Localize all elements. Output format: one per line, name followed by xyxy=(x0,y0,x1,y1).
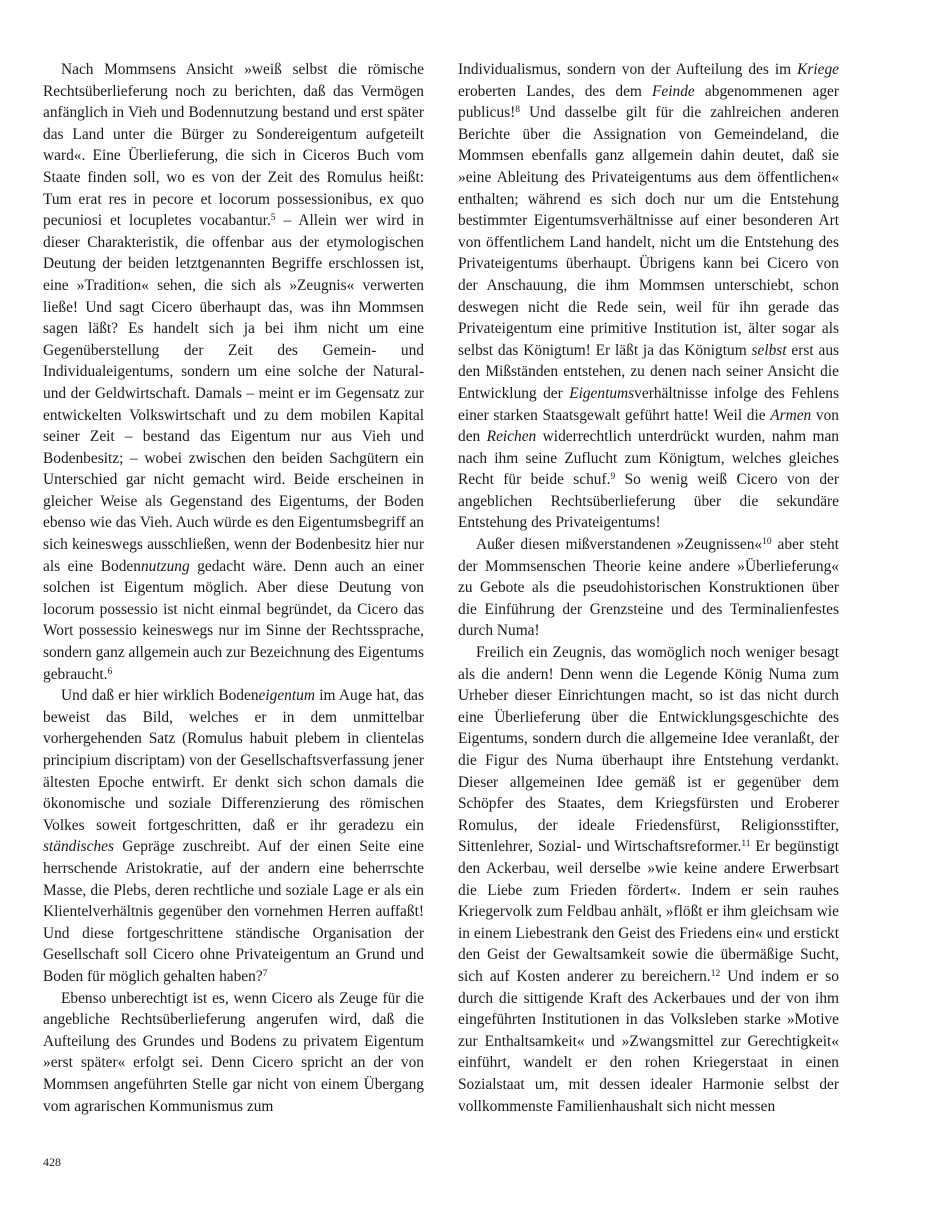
text-column-right xyxy=(458,59,839,1117)
italic-text: Feinde xyxy=(652,82,695,100)
text-run: Ebenso unberechtigt ist es, wenn Cicero als Zeuge für die angebliche Rechtsüberlieferung angerufen wird, daß die Aufteilung des Grundes und Bodens zu privatem Eigentum »erst später« erfolgt sei. Denn Cicero spricht an der von Mommsen angeführten Stelle gar nicht von einem Übergang vom agrarischen Kommunismus zum xyxy=(43,989,424,1115)
footnote-ref: 8 xyxy=(515,105,521,116)
text-run: Und daß er hier wirklich Boden xyxy=(61,687,259,705)
page-number: 428 xyxy=(43,1155,61,1169)
footnote-ref: 9 xyxy=(610,472,616,483)
text-run: aber steht der Mommsenschen Theorie keine andere »Überlieferung« zu Gebote als die pseudohistorischen Konstruktionen über die Einführung der Grenzsteine und des Terminalienfestes durch Numa! xyxy=(458,536,840,640)
text-run: Er begünstigt den Ackerbau, weil derselbe »wie keine andere Erwerbsart die Liebe zum Frieden fördert«. Indem er sein rauhes Kriegervolk zum Feldbau anhält, »flößt er ihm gleichsam wie in einem Liebestrank den Geist des Friedens ein« und erstickt den Geist der Gewaltsamkeit sowie die übermäßige Sucht, sich auf Kosten anderer zu bereichern. xyxy=(458,838,839,985)
text-run: gedacht wäre. Denn auch an einer solchen ist Eigentum möglich. Aber diese Deutung von locorum possessio ist nicht einmal begründet, da Cicero das Wort possessio keineswegs nur im Sinne der Rechtssprache, sondern ganz allgemein auch zur Bezeichnung des Eigentums gebraucht. xyxy=(43,557,425,683)
text-run: Freilich ein Zeugnis, das womöglich noch weniger besagt als die andern! Denn wenn die Legende König Numa zum Urheber dieser Einrichtungen macht, so ist das nicht durch eine Überlieferung über die Entwicklungsgeschichte des Eigentums, sondern durch die allgemeine Idee veranlaßt, der die Figur des Numa überhaupt ihre Entstehung verdankt. Dieser allgemeinen Idee gemäß ist er gegenüber dem Schöpfer des Staates, dem Kriegsfürsten und Eroberer Romulus, der ideale Friedensfürst, Religionsstifter, Sittenlehrer, Sozial- und Wirtschaftsreformer. xyxy=(458,644,839,856)
italic-text: Reichen xyxy=(486,428,537,446)
text-run: Nach Mommsens Ansicht »weiß selbst die römische Rechtsüberlieferung noch zu berichten, daß das Vermögen anfänglich in Vieh und Bodennutzung bestand und erst später das Land unter die Bürger zu Sondereigentum aufgeteilt ward«. Eine Überlieferung, die sich in Ciceros Buch vom Staate finden soll, wo es von der Zeit des Romulus heißt: Tum erat res in pecore et locorum possessionibus, ex quo pecuniosi et locupletes vocabantur. xyxy=(43,61,424,230)
paragraph xyxy=(43,59,424,685)
italic-text: nutzung xyxy=(140,557,190,575)
italic-text: eigentum xyxy=(258,687,315,705)
text-run: im Auge hat, das beweist das Bild, welches er in dem unmittelbar vorhergehenden Satz (Romulus habuit plebem in clientelas principium discriptam) von der Gesellschaftsverfassung jener ältesten Epoche entwirft. Er denkt sich schon damals die ökonomische und soziale Differenzierung des römischen Volkes soweit fortgeschritten, daß er ihr geradezu ein xyxy=(43,687,425,834)
italic-text: Eigentums xyxy=(569,384,635,402)
footnote-ref: 5 xyxy=(270,213,276,224)
paragraph xyxy=(458,642,839,1117)
text-run: erst aus den Mißständen entstehen, zu denen nach seiner Ansicht die Entwicklung der xyxy=(458,341,840,402)
footnote-ref: 10 xyxy=(762,537,772,548)
footnote-ref: 11 xyxy=(741,839,751,850)
paragraph xyxy=(43,685,424,987)
text-run: Individualismus, sondern von der Aufteilung des im xyxy=(458,61,798,78)
text-run: verhältnisse infolge des Fehlens einer starken Staatsgewalt geführt hatte! Weil die xyxy=(458,384,839,424)
text-run: So wenig weiß Cicero von der angeblichen Rechtsüberlieferung über die sekundäre Entstehung des Privateigentums! xyxy=(458,471,839,532)
text-run: von den xyxy=(458,406,839,446)
italic-text: selbst xyxy=(751,341,787,359)
paragraph xyxy=(458,59,839,534)
text-run: Außer diesen mißverstandenen »Zeugnissen« xyxy=(476,536,763,554)
text-run: widerrechtlich unterdrückt wurden, nahm man nach ihm seine Zuflucht zum Königtum, welches gleiches Recht für beide schuf. xyxy=(458,428,839,489)
footnote-ref: 6 xyxy=(107,666,113,677)
italic-text: ständisches xyxy=(43,838,114,856)
footnote-ref: 12 xyxy=(710,968,721,979)
footnote-ref: 7 xyxy=(262,968,268,979)
italic-text: Kriege xyxy=(797,61,839,78)
text-run: Und indem er so durch die sittigende Kraft des Ackerbaues und der von ihm eingeführten Institutionen in das Volksleben starke »Motive zur Enthaltsamkeit« und »Zwangsmittel zur Gerechtigkeit« einführt, wandelt er den rohen Kriegerstaat in einen Sozialstaat um, mit dessen idealer Harmonie selbst der vollkommenste Familienhaushalt sich nicht messen xyxy=(458,967,839,1115)
text-run: Und dasselbe gilt für die zahlreichen anderen Berichte über die Assignation von Gemeindeland, die Mommsen ebenfalls ganz allgemein dahin deutet, daß sie »eine Ableitung des Privateigentums aus dem öffentlichen« enthalten; während es sich doch nur um die Entstehung bestimmter Eigentumsverhältnisse auf einer besonderen Art von öffentlichem Land handelt, nicht um die Entstehung des Privateigentums überhaupt. Übrigens kann bei Cicero von der Anschauung, die ihm Mommsen unterschiebt, schon deswegen nicht die Rede sein, weil für ihn gerade das Privateigentum eine primitive Institution ist, älter sogar als selbst das Königtum! Er läßt ja das Königtum xyxy=(458,104,839,359)
text-column-left xyxy=(43,59,424,1117)
text-run: abgenommenen ager publicus! xyxy=(458,82,839,122)
paragraph xyxy=(43,988,424,1118)
text-run: eroberten Landes, des dem xyxy=(458,82,653,100)
text-run: – Allein wer wird in dieser Charakteristik, die offenbar aus der etymologischen Deutung der beiden letztgenannten Begriffe erschlossen ist, eine »Tradition« sehen, die sich als »Zeugnis« verwerten ließe! Und sagt Cicero überhaupt das, was ihn Mommsen sagen läßt? Es handelt sich ja bei ihm nicht um eine Gegenüberstellung der Zeit des Gemein- und Individualeigentums, sondern um eine solche der Natural- und der Geldwirtschaft. Damals – meint er im Gegensatz zur entwickelten Volkswirtschaft und zu dem mobilen Kapital seiner Zeit – bestand das Eigentum nur aus Vieh und Bodenbesitz; – wobei zwischen den beiden Sachgütern ein Unterschied gar nicht gemacht wird. Beide erscheinen in gleicher Weise als Gegenstand des Eigentums, der Boden ebenso wie das Vieh. Auch würde es den Eigentumsbegriff an sich keineswegs ausschließen, wenn der Bodenbesitz hier nur als eine Boden xyxy=(43,212,424,575)
text-run: Gepräge zuschreibt. Auf der einen Seite eine herrschende Aristokratie, auf der andern eine beherrschte Masse, die Plebs, deren rechtliche und soziale Lage er als ein Klientelverhältnis gegenüber den vornehmen Herren auffaßt! Und diese fortgeschrittene ständische Organisation der Gesellschaft soll Cicero ohne Privateigentum an Grund und Boden für möglich gehalten haben? xyxy=(43,838,424,985)
italic-text: Armen xyxy=(770,406,812,424)
paragraph xyxy=(458,534,839,642)
